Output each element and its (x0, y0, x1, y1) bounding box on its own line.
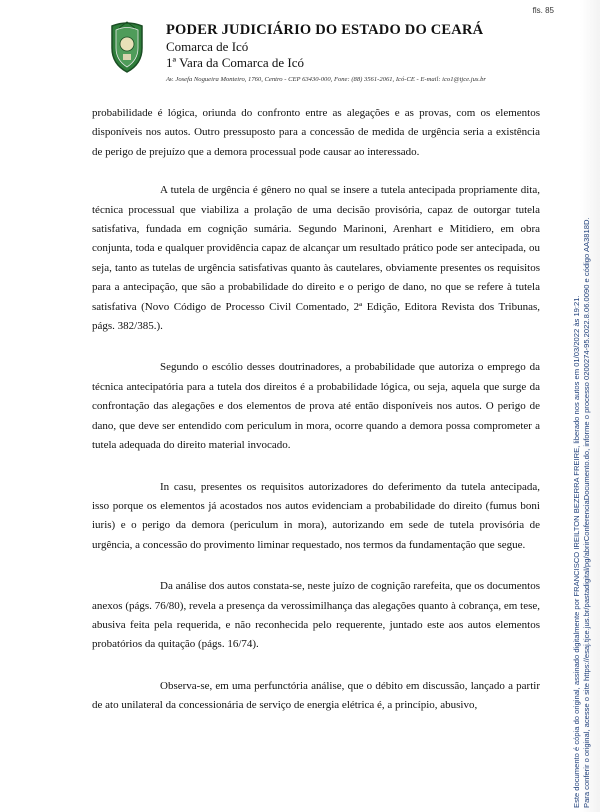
paragraph: probabilidade é lógica, oriunda do confronto entre as alegações e as provas, com os elementos disponíveis nos autos. Outro pressuposto para a concessão de medida de urgência seria a existência de perigo de prejuízo que a demora processual pode causar ao interessado. (92, 107, 540, 158)
paragraph: Observa-se, em uma perfunctória análise, que o débito em discussão, lançado a partir de ato unilateral da concessionária de serviço de energia elétrica é, a princípio, abusivo, (92, 679, 540, 712)
digital-signature-stamp (572, 0, 592, 812)
page-number: fls. 85 (532, 6, 554, 15)
paragraph: Da análise dos autos constata-se, neste juízo de cognição rarefeita, que os documentos anexos (págs. 76/80), revela a presença da verossimilhança das alegações quanto à cobrança, em tese, abusiva feita pela requerida, e não reconhecida pelo requerente, juntado este aos autos elementos probatórios da quitação (págs. 16/74). (92, 580, 540, 651)
paragraph: In casu, presentes os requisitos autorizadores do deferimento da tutela antecipada, isso porque os elementos já acostados nos autos evidenciam a probabilidade do direito (fumus boni iuris) e o perigo da demora (periculum in mora), autorizando em sede de tutela provisória de urgência, a concessão do provimento liminar requestado, nos termos da fundamentação que segue. (92, 480, 540, 551)
court-address: Av. Josefa Nogueira Monteiro, 1760, Centro - CEP 63430-000, Fone: (88) 3561-2061, Icó-CE - E-mail: ico1@tjce.jus.br (166, 76, 486, 83)
stamp-line: Este documento é cópia do original, assinado digitalmente por FRANCISCO IREILTON BEZERRA FREIRE, liberado nos autos em 01/03/2022 às 19:21. (572, 295, 581, 808)
stamp-line: Para conferir o original, acesse o site https://esaj.tjce.jus.br/pastadigital/pg/abrirConferenciaDocumento.do, informe o processo 0200274-95.2022.8.06.0090 e código AA3818D. (582, 217, 591, 808)
court-name: PODER JUDICIÁRIO DO ESTADO DO CEARÁ (166, 22, 484, 38)
paragraph: Segundo o escólio desses doutrinadores, a probabilidade que autoriza o emprego da técnica antecipatória para a tutela dos direitos é a probabilidade lógica, ou seja, aquela que surge da confrontação das alegações e dos elementos de prova até então disponíveis nos autos. O perigo de dano, que deve ser entendido com periculum in mora, ocorre quando a demora possa comprometer a tutela adequada do direito material invocado. (92, 361, 540, 452)
vara-name: 1ª Vara da Comarca de Icó (166, 55, 304, 70)
state-crest-logo (106, 18, 148, 74)
document-header (166, 22, 516, 84)
paragraph: A tutela de urgência é gênero no qual se insere a tutela antecipada propriamente dita, técnica processual que viabiliza a prolação de uma decisão provisória, capaz de outorgar tutela satisfativa, fundada em cognição sumária. Segundo Marinoni, Arenhart e Mitidiero, em obra conjunta, toda e qualquer providência capaz de alcançar um resultado prático pode ser antecipada, ou seja, tanto as tutelas de urgência satisfativas quanto às cautelares, obviamente presentes os requisitos para a antecipação, que são a probabilidade do direito e o perigo de dano, no que se refere à tutela satisfativa (Novo Código de Processo Civil Comentado, 2ª Edição, Editora Revista dos Tribunas, págs. 382/385.). (92, 184, 540, 333)
document-body (92, 104, 540, 738)
comarca-name: Comarca de Icó (166, 39, 249, 54)
